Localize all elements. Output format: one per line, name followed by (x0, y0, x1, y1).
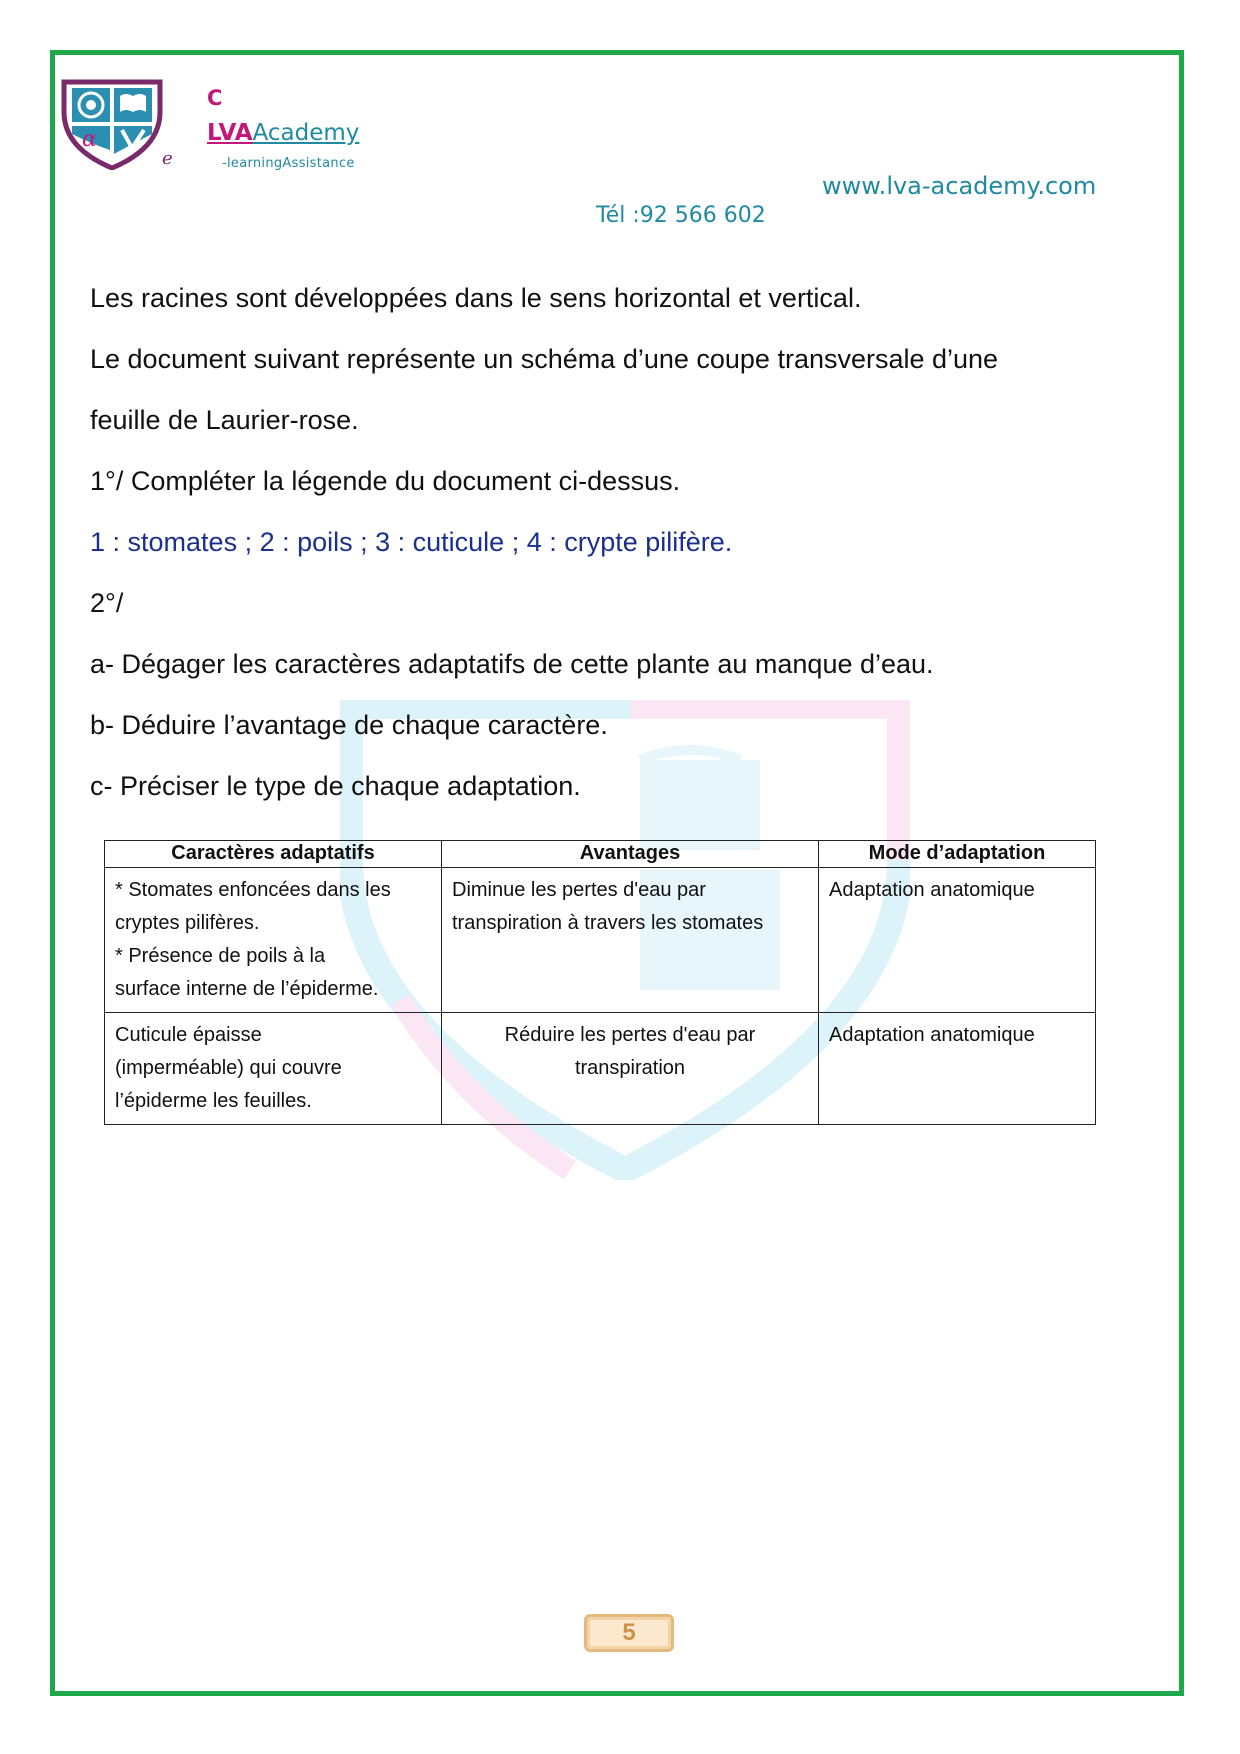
brand-tagline: -learningAssistance (222, 156, 355, 171)
cell-line: transpiration (574, 1057, 686, 1079)
brand-academy: Academy (252, 120, 360, 146)
cell-line: transpiration à travers les stomates (452, 912, 764, 934)
table-header-row (105, 841, 1096, 868)
question-2a: a- Dégager les caractères adaptatifs de cette plante au manque d’eau. (90, 649, 934, 679)
cell-line: (imperméable) qui couvre (115, 1057, 342, 1079)
cell-line: l’épiderme les feuilles. (115, 1090, 312, 1112)
cell-line: cryptes pilifères. (115, 912, 260, 934)
cell-line: surface interne de l’épiderme. (115, 978, 379, 1000)
brand-name (207, 120, 359, 146)
cell-avantages (442, 868, 819, 1013)
answer-1: 1 : stomates ; 2 : poils ; 3 : cuticule ; 4 : crypte pilifère. (90, 527, 733, 557)
cell-caracteres (105, 868, 442, 1013)
cell-line: Cuticule épaisse (115, 1024, 262, 1046)
question-2: 2°/ (90, 588, 124, 618)
adaptation-table (104, 840, 1096, 1125)
cell-mode: Adaptation anatomique (819, 868, 1096, 1013)
question-2b: b- Déduire l’avantage de chaque caractère. (90, 710, 608, 740)
page-number: 5 (622, 1619, 636, 1646)
intro-line-1: Les racines sont développées dans le sens horizontal et vertical. (90, 283, 862, 313)
brand-lva: LVA (207, 120, 253, 146)
cell-caracteres (105, 1013, 442, 1125)
website-link[interactable]: www.lva-academy.com (822, 172, 1097, 200)
cell-avantages (442, 1013, 819, 1125)
phone-number: Tél :92 566 602 (596, 203, 766, 228)
cell-line: Diminue les pertes d'eau par (452, 879, 706, 901)
question-1: 1°/ Compléter la légende du document ci-dessus. (90, 466, 681, 496)
intro-line-2: Le document suivant représente un schéma d’une coupe transversale d’une (90, 344, 999, 374)
header-avantages: Avantages (442, 841, 819, 868)
brand-letter: C (207, 86, 223, 110)
cell-line: Réduire les pertes d'eau par (504, 1024, 756, 1046)
intro-line-3: feuille de Laurier-rose. (90, 405, 359, 435)
logo-e-mark: e (162, 148, 173, 169)
cell-mode: Adaptation anatomique (819, 1013, 1096, 1125)
cell-line: * Présence de poils à la (115, 945, 326, 967)
header-caracteres: Caractères adaptatifs (105, 841, 442, 868)
header-mode: Mode d’adaptation (819, 841, 1096, 868)
academy-logo-icon (58, 78, 166, 170)
page-number-badge (584, 1614, 674, 1652)
table-row (105, 1013, 1096, 1125)
svg-text:α: α (82, 127, 97, 152)
cell-line: * Stomates enfoncées dans les (115, 879, 391, 901)
table-row (105, 868, 1096, 1013)
question-2c: c- Préciser le type de chaque adaptation. (90, 771, 581, 801)
